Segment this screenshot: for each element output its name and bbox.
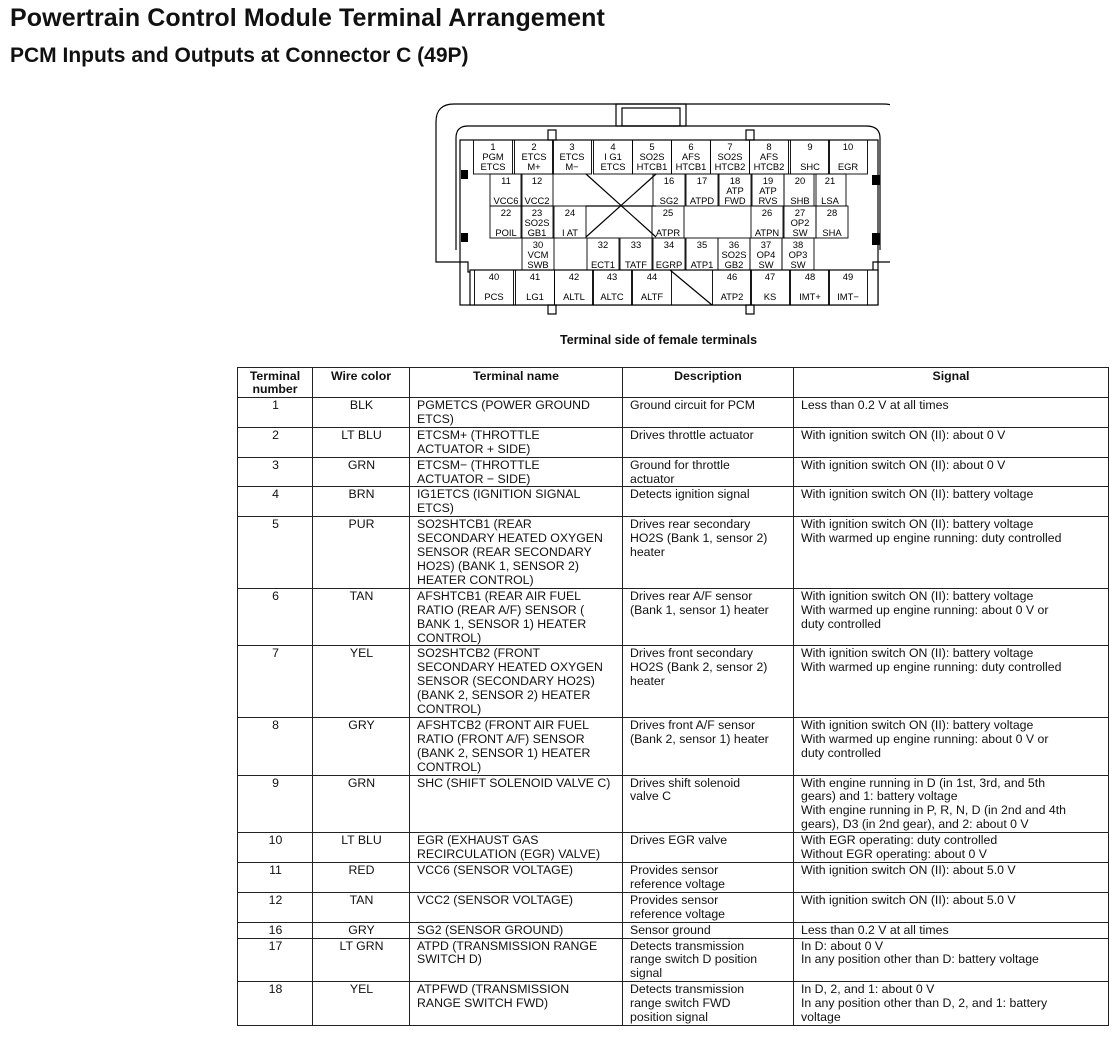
cell-name [410, 646, 623, 718]
cell-num: 7 [238, 646, 313, 718]
cell-signal [794, 588, 1109, 646]
table-row [238, 982, 1109, 1026]
cell-wire: GRN [313, 775, 410, 833]
cell-line: SHC (SHIFT SOLENOID VALVE C) [417, 775, 611, 790]
terminal-label: ATP2 [720, 291, 744, 302]
terminal-label: IMT− [837, 291, 859, 302]
connector-caption: Terminal side of female terminals [560, 333, 758, 347]
terminal-label: LSA [821, 195, 839, 206]
table-row [238, 517, 1109, 589]
terminal-number: 20 [794, 175, 806, 186]
terminal-label: AFS [759, 151, 779, 162]
lock-tab-left-lower [461, 233, 468, 242]
terminal-label: SW [790, 259, 806, 270]
table-row [238, 833, 1109, 863]
cell-line: valve C [630, 789, 672, 804]
cell-line: SECONDARY HEATED OXYGEN [417, 531, 603, 546]
cell-line: In any position other than D: battery voltage [801, 952, 1039, 967]
terminal-label: M− [565, 161, 579, 172]
cell-name [410, 938, 623, 982]
table-row [238, 487, 1109, 517]
table-row [238, 588, 1109, 646]
terminal-number: 33 [630, 239, 642, 250]
cell-line: BANK 1, SENSOR 1) HEATER [417, 616, 587, 631]
cell-line: position signal [630, 1010, 708, 1025]
cell-name [410, 892, 623, 922]
cell-line: RANGE SWITCH FWD) [417, 996, 549, 1011]
terminal-label: I G1 [604, 151, 622, 162]
cell-desc [623, 938, 794, 982]
page-title: Powertrain Control Module Terminal Arrangement [10, 4, 605, 32]
cell-line: IG1ETCS (IGNITION SIGNAL [417, 487, 581, 502]
terminal-label: EGR [837, 161, 859, 172]
cell-line: With EGR operating: duty controlled [801, 833, 998, 848]
cell-line: heater [630, 545, 665, 560]
terminal-number: 42 [568, 271, 580, 282]
cell-line: Sensor ground [630, 922, 711, 937]
cell-line: HO2S (Bank 2, sensor 2) [630, 660, 768, 675]
terminal-label: ALTF [640, 291, 664, 302]
terminal-label: SG2 [659, 195, 679, 206]
terminal-number: 3 [569, 141, 575, 152]
terminal-number: 17 [696, 175, 708, 186]
cell-line: With ignition switch ON (II): battery voltage [801, 646, 1034, 661]
cell-num: 16 [238, 922, 313, 938]
cell-name [410, 833, 623, 863]
cell-signal [794, 863, 1109, 893]
terminal-label: PGM [482, 151, 504, 162]
cell-line: duty controlled [801, 745, 881, 760]
cell-line: With ignition switch ON (II): battery voltage [801, 588, 1034, 603]
cell-num: 5 [238, 517, 313, 589]
terminal-number: 18 [729, 175, 741, 186]
lock-tab-right-lower [872, 233, 880, 245]
terminal-label: SHC [800, 161, 820, 172]
terminal-number: 6 [688, 141, 694, 152]
cell-line: With ignition switch ON (II): battery voltage [801, 517, 1034, 532]
cell-line: SG2 (SENSOR GROUND) [417, 922, 564, 937]
cell-line: In any position other than D, 2, and 1: battery [801, 996, 1048, 1011]
cell-line: Drives rear secondary [630, 517, 751, 532]
cell-line: CONTROL) [417, 702, 482, 717]
cell-name [410, 588, 623, 646]
cell-num: 8 [238, 717, 313, 775]
terminal-label: ECT1 [591, 259, 615, 270]
terminal-label: ALTC [600, 291, 624, 302]
cell-signal [794, 457, 1109, 487]
cell-line: With ignition switch ON (II): about 5.0 V [801, 863, 1016, 877]
cell-name [410, 457, 623, 487]
cell-line: CONTROL) [417, 759, 482, 774]
cell-signal [794, 922, 1109, 938]
cell-num: 9 [238, 775, 313, 833]
cell-line: VCC6 (SENSOR VOLTAGE) [417, 863, 574, 877]
table-row [238, 717, 1109, 775]
cell-line: Drives EGR valve [630, 833, 728, 848]
cell-wire: BRN [313, 487, 410, 517]
cell-line: (BANK 2, SENSOR 2) HEATER [417, 688, 591, 703]
cell-line: actuator [630, 471, 675, 486]
cell-signal [794, 938, 1109, 982]
cell-line: heater [630, 674, 665, 689]
cell-wire: TAN [313, 892, 410, 922]
terminal-label: ATPR [655, 227, 681, 238]
cell-num: 11 [238, 863, 313, 893]
cell-line: SO2SHTCB2 (FRONT [417, 646, 540, 661]
cell-line: SENSOR (REAR SECONDARY [417, 545, 592, 560]
cell-line: Drives front A/F sensor [630, 717, 756, 732]
cell-line: HEATER CONTROL) [417, 572, 534, 587]
terminal-label: SO2S [524, 217, 550, 228]
terminal-label: ATPN [754, 227, 780, 238]
cell-signal [794, 427, 1109, 457]
cell-line: With engine running in P, R, N, D (in 2nd and 4th [801, 803, 1066, 818]
terminal-label: GB2 [724, 259, 744, 270]
terminal-label: OP4 [756, 249, 776, 260]
terminal-number: 8 [766, 141, 772, 152]
table-row [238, 892, 1109, 922]
terminal-number: 2 [531, 141, 537, 152]
terminal-number: 36 [728, 239, 740, 250]
cell-name [410, 717, 623, 775]
table-row [238, 775, 1109, 833]
terminal-label: ETCS [521, 151, 547, 162]
cell-signal [794, 982, 1109, 1026]
cell-signal [794, 646, 1109, 718]
cell-num: 2 [238, 427, 313, 457]
terminal-label: ETCS [600, 161, 626, 172]
cell-desc [623, 427, 794, 457]
cell-desc [623, 922, 794, 938]
cell-name [410, 982, 623, 1026]
cell-wire: TAN [313, 588, 410, 646]
cell-line: Ground circuit for PCM [630, 398, 756, 412]
cell-line: Detects transmission [630, 982, 745, 997]
terminal-label: SO2S [721, 249, 747, 260]
cell-num: 18 [238, 982, 313, 1026]
terminal-number: 34 [663, 239, 675, 250]
header-description: Description [623, 368, 794, 398]
cell-name [410, 517, 623, 589]
terminal-label: ETCS [480, 161, 506, 172]
cell-num: 4 [238, 487, 313, 517]
terminal-label: ALTL [563, 291, 585, 302]
table-header-row [238, 368, 1109, 398]
connector-diagram [430, 100, 890, 320]
cell-line: (Bank 2, sensor 1) heater [630, 731, 769, 746]
terminal-label: SW [758, 259, 774, 270]
cell-num: 17 [238, 938, 313, 982]
cell-line: gears), D3 (in 2nd gear), and 2: about 0 V [801, 817, 1029, 832]
cell-line: EGR (EXHAUST GAS [417, 833, 539, 848]
terminal-label: OP3 [788, 249, 808, 260]
header-wire-color: Wire color [313, 368, 410, 398]
cell-line: ETCSM− (THROTTLE [417, 457, 540, 472]
table-row [238, 938, 1109, 982]
cell-line: AFSHTCB1 (REAR AIR FUEL [417, 588, 581, 603]
cell-line: AFSHTCB2 (FRONT AIR FUEL [417, 717, 589, 732]
header-signal: Signal [794, 368, 1109, 398]
terminal-number: 35 [696, 239, 708, 250]
terminal-number: 11 [501, 175, 511, 186]
cell-wire: LT BLU [313, 427, 410, 457]
lock-tab-left-upper [461, 170, 468, 179]
cell-line: Detects transmission [630, 938, 745, 953]
table-row [238, 922, 1109, 938]
cell-desc [623, 588, 794, 646]
cell-line: ACTUATOR + SIDE) [417, 441, 531, 456]
cell-line: range switch FWD [630, 996, 731, 1011]
terminal-number: 25 [662, 207, 674, 218]
cell-line: Less than 0.2 V at all times [801, 922, 949, 937]
cell-line: ACTUATOR − SIDE) [417, 471, 531, 486]
cell-desc [623, 863, 794, 893]
terminal-label: IMT+ [799, 291, 821, 302]
cell-line: With ignition switch ON (II): about 0 V [801, 457, 1006, 472]
cell-desc [623, 487, 794, 517]
cell-num: 1 [238, 398, 313, 428]
cell-line: (Bank 1, sensor 1) heater [630, 602, 769, 617]
cell-line: SO2SHTCB1 (REAR [417, 517, 532, 532]
cell-desc [623, 457, 794, 487]
terminal-number: 19 [762, 175, 774, 186]
cell-line: CONTROL) [417, 630, 482, 645]
terminal-number: 47 [764, 271, 776, 282]
terminal-number: 26 [761, 207, 773, 218]
terminal-label: TATF [624, 259, 648, 270]
lock-tab-right-upper [872, 175, 880, 185]
cell-line: HO2S (Bank 1, sensor 2) [630, 531, 768, 546]
terminal-label: SO2S [639, 151, 665, 162]
cell-line: VCC2 (SENSOR VOLTAGE) [417, 892, 574, 907]
cell-line: SENSOR (SECONDARY HO2S) [417, 674, 595, 689]
table-row [238, 646, 1109, 718]
cell-line: Drives rear A/F sensor [630, 588, 753, 603]
terminal-number: 21 [824, 175, 836, 186]
cell-line: duty controlled [801, 616, 881, 631]
cell-line: RATIO (REAR A/F) SENSOR ( [417, 602, 585, 617]
cell-line: reference voltage [630, 906, 726, 921]
cell-signal [794, 833, 1109, 863]
terminal-number: 44 [646, 271, 658, 282]
cell-line: Drives shift solenoid [630, 775, 741, 790]
cell-line: With warmed up engine running: about 0 V or [801, 602, 1049, 617]
cell-line: With ignition switch ON (II): battery voltage [801, 487, 1034, 502]
cell-wire: PUR [313, 517, 410, 589]
terminal-label: VCC6 [493, 195, 519, 206]
cell-name [410, 427, 623, 457]
terminal-label: ATP [726, 185, 744, 196]
terminal-number: 28 [826, 207, 838, 218]
header-terminal-number: Terminal number [238, 368, 313, 398]
terminal-number: 32 [597, 239, 609, 250]
cell-line: gears) and 1: battery voltage [801, 789, 958, 804]
cell-line: Provides sensor [630, 863, 719, 877]
cell-num: 10 [238, 833, 313, 863]
terminal-label: LG1 [526, 291, 544, 302]
terminal-label: HTCB2 [714, 161, 746, 172]
cell-desc [623, 892, 794, 922]
terminal-number: 22 [500, 207, 512, 218]
cell-signal [794, 517, 1109, 589]
terminal-label: HTCB2 [753, 161, 785, 172]
terminal-label: SW [792, 227, 808, 238]
cell-line: RECIRCULATION (EGR) VALVE) [417, 847, 601, 862]
cell-desc [623, 775, 794, 833]
table-row [238, 863, 1109, 893]
cell-line: ETCS) [417, 411, 454, 426]
cell-name [410, 922, 623, 938]
cell-num: 3 [238, 457, 313, 487]
header-terminal-name: Terminal name [410, 368, 623, 398]
terminal-number: 49 [842, 271, 854, 282]
terminal-number: 9 [807, 141, 813, 152]
cell-line: Less than 0.2 V at all times [801, 398, 949, 412]
cell-wire: GRY [313, 717, 410, 775]
terminal-number: 12 [531, 175, 543, 186]
terminal-label: SHB [790, 195, 810, 206]
cell-name [410, 398, 623, 428]
signal-table [237, 367, 1109, 1026]
terminal-label: FWD [724, 195, 746, 206]
table-row [238, 457, 1109, 487]
cell-line: Detects ignition signal [630, 487, 750, 502]
terminal-label: SO2S [717, 151, 743, 162]
cell-line: Drives front secondary [630, 646, 754, 661]
cell-signal [794, 398, 1109, 428]
cell-line: With warmed up engine running: duty controlled [801, 660, 1062, 675]
terminal-label: SHA [822, 227, 842, 238]
terminal-label: HTCB1 [636, 161, 668, 172]
terminal-label: RVS [758, 195, 778, 206]
terminal-number: 16 [663, 175, 675, 186]
cell-line: RATIO (FRONT A/F) SENSOR [417, 731, 585, 746]
terminal-label: SWB [527, 259, 549, 270]
cell-desc [623, 982, 794, 1026]
terminal-label: ATP [759, 185, 777, 196]
cell-line: SECONDARY HEATED OXYGEN [417, 660, 603, 675]
cell-desc [623, 398, 794, 428]
cell-wire: YEL [313, 982, 410, 1026]
cell-signal [794, 717, 1109, 775]
terminal-label: OP2 [790, 217, 810, 228]
cell-line: ATPD (TRANSMISSION RANGE [417, 938, 598, 953]
cell-line: With ignition switch ON (II): about 0 V [801, 427, 1006, 442]
cell-desc [623, 646, 794, 718]
terminal-label: VCC2 [524, 195, 550, 206]
terminal-label: M+ [527, 161, 541, 172]
cell-wire: BLK [313, 398, 410, 428]
cell-line: ETCSM+ (THROTTLE [417, 427, 540, 442]
cell-line: reference voltage [630, 876, 726, 891]
terminal-label: PCS [484, 291, 504, 302]
cell-wire: RED [313, 863, 410, 893]
terminal-label: ETCS [559, 151, 585, 162]
terminal-label: ATP1 [690, 259, 714, 270]
cell-signal [794, 487, 1109, 517]
cell-name [410, 487, 623, 517]
cell-wire: YEL [313, 646, 410, 718]
cell-desc [623, 717, 794, 775]
terminal-label: KS [763, 291, 777, 302]
cell-line: With ignition switch ON (II): about 5.0 V [801, 892, 1016, 907]
cell-line: PGMETCS (POWER GROUND [417, 398, 590, 412]
terminal-number: 43 [606, 271, 618, 282]
terminal-label: HTCB1 [675, 161, 707, 172]
cell-line: signal [630, 966, 663, 981]
terminal-number: 46 [726, 271, 738, 282]
cell-line: Provides sensor [630, 892, 719, 907]
terminal-number: 10 [842, 141, 854, 152]
terminal-number: 1 [490, 141, 496, 152]
cell-line: With engine running in D (in 1st, 3rd, and 5th [801, 775, 1046, 790]
cell-wire: LT GRN [313, 938, 410, 982]
cell-desc [623, 833, 794, 863]
terminal-number: 48 [804, 271, 816, 282]
terminal-number: 30 [532, 239, 544, 250]
cell-num: 6 [238, 588, 313, 646]
cell-wire: GRN [313, 457, 410, 487]
cell-wire: LT BLU [313, 833, 410, 863]
cell-line: With warmed up engine running: duty controlled [801, 531, 1062, 546]
terminal-number: 27 [794, 207, 806, 218]
table-row [238, 398, 1109, 428]
cell-line: ATPFWD (TRANSMISSION [417, 982, 570, 997]
cell-line: ETCS) [417, 501, 454, 516]
cell-line: In D, 2, and 1: about 0 V [801, 982, 935, 997]
cell-signal [794, 775, 1109, 833]
table-row [238, 427, 1109, 457]
cell-line: With ignition switch ON (II): battery voltage [801, 717, 1034, 732]
cell-line: With warmed up engine running: about 0 V or [801, 731, 1049, 746]
cell-wire: GRY [313, 922, 410, 938]
cell-line: Drives throttle actuator [630, 427, 754, 442]
cell-line: voltage [801, 1010, 841, 1025]
cell-line: Without EGR operating: about 0 V [801, 847, 987, 862]
terminal-label: EGRP [655, 259, 683, 270]
cell-name [410, 863, 623, 893]
terminal-number: 7 [727, 141, 733, 152]
page-subtitle: PCM Inputs and Outputs at Connector C (49P) [10, 44, 469, 67]
terminal-label: AFS [681, 151, 701, 162]
terminal-number: 37 [760, 239, 772, 250]
cell-line: Ground for throttle [630, 457, 730, 472]
cell-signal [794, 892, 1109, 922]
terminal-number: 41 [529, 271, 541, 282]
terminal-label: ATPD [689, 195, 715, 206]
terminal-number: 38 [792, 239, 804, 250]
terminal-number: 24 [564, 207, 576, 218]
cell-desc [623, 517, 794, 589]
terminal-number: 40 [488, 271, 500, 282]
terminal-label: GB1 [527, 227, 547, 238]
cell-line: SWITCH D) [417, 952, 482, 967]
cell-line: In D: about 0 V [801, 938, 884, 953]
terminal-label: VCM [527, 249, 549, 260]
cell-num: 12 [238, 892, 313, 922]
terminal-number: 4 [610, 141, 616, 152]
cell-line: range switch D position [630, 952, 758, 967]
cell-name [410, 775, 623, 833]
terminal-label: POIL [495, 227, 517, 238]
terminal-label: I AT [562, 227, 578, 238]
cell-line: (BANK 2, SENSOR 1) HEATER [417, 745, 591, 760]
terminal-number: 5 [649, 141, 655, 152]
cell-line: HO2S) (BANK 1, SENSOR 2) [417, 558, 579, 573]
terminal-number: 23 [531, 207, 543, 218]
